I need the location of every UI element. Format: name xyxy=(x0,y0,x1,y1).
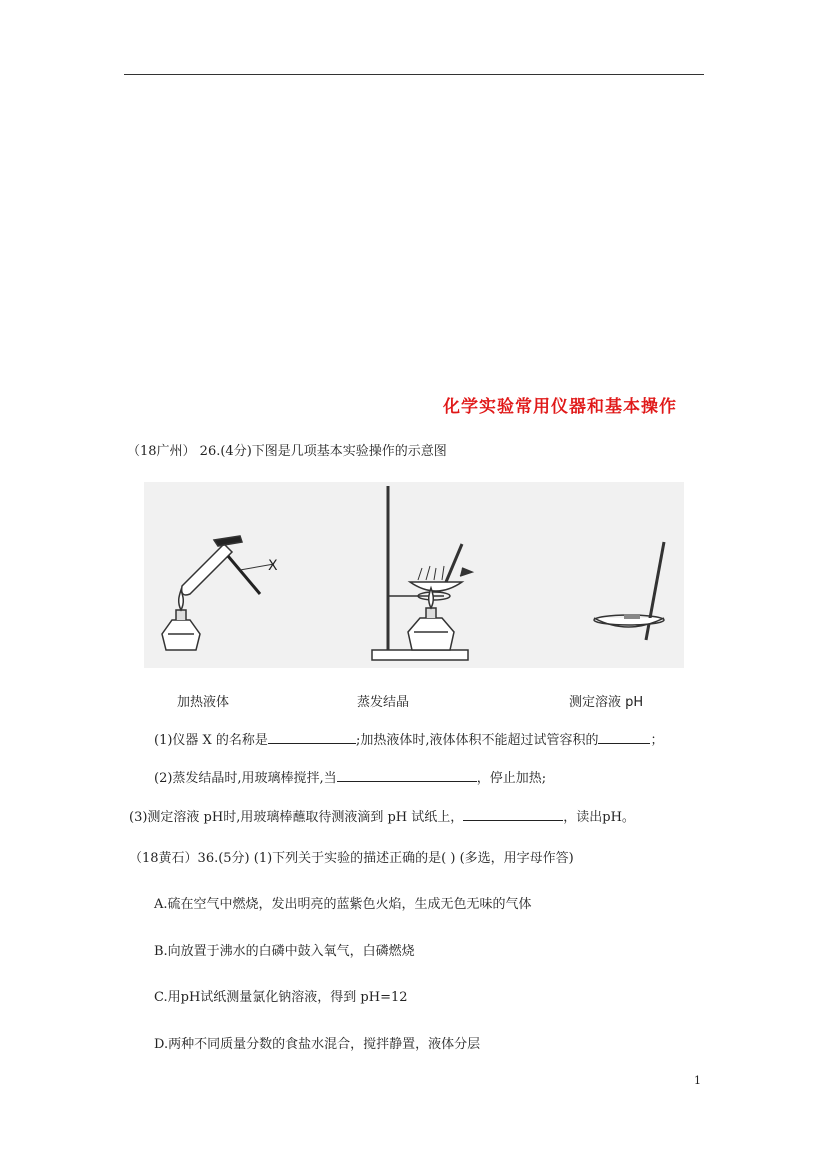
blank-ph-procedure[interactable] xyxy=(463,808,563,821)
evaporating-dish xyxy=(410,544,472,591)
caption-heating-liquid: 加热液体 xyxy=(177,695,230,710)
experiment-figure xyxy=(144,482,684,668)
blank-stop-heating-condition[interactable] xyxy=(337,769,477,782)
q26-line1-b: ;加热液体时,液体体积不能超过试管容积的 xyxy=(355,733,599,748)
question-36-intro: （18黄石）36.(5分) (1)下列关于实验的描述正确的是( ) (多选，用字母作答) xyxy=(129,851,574,866)
q26-line3-b: ，读出pH。 xyxy=(563,810,635,825)
q26-line1-a: (1)仪器 X 的名称是 xyxy=(154,733,268,748)
ph-test xyxy=(594,542,664,640)
option-b: B.向放置于沸水的白磷中鼓入氧气，白磷燃烧 xyxy=(154,944,415,959)
question-26-part-1 xyxy=(154,731,663,749)
experiment-illustration xyxy=(144,482,684,668)
page-number: 1 xyxy=(694,1074,701,1087)
alcohol-lamp-2 xyxy=(408,588,454,650)
q26-line2-a: (2)蒸发结晶时,用玻璃棒搅拌,当 xyxy=(154,771,337,786)
question-26-intro: （18广州） 26.(4分)下图是几项基本实验操作的示意图 xyxy=(127,444,447,459)
q26-line1-c: ； xyxy=(650,733,664,748)
blank-volume-fraction[interactable] xyxy=(598,731,650,744)
test-tube-and-holder xyxy=(182,536,278,595)
option-d: D.两种不同质量分数的食盐水混合，搅拌静置，液体分层 xyxy=(154,1037,481,1052)
caption-evaporation: 蒸发结晶 xyxy=(357,695,410,710)
blank-instrument-name[interactable] xyxy=(268,731,356,744)
q26-line2-b: ，停止加热; xyxy=(476,771,547,786)
caption-measure-ph: 测定溶液 pH xyxy=(569,695,644,710)
question-26-part-2 xyxy=(154,769,546,787)
page-title: 化学实验常用仪器和基本操作 xyxy=(443,397,677,417)
label-x: X xyxy=(268,558,278,574)
question-26-part-3 xyxy=(129,808,635,826)
alcohol-lamp-1 xyxy=(162,590,200,650)
header-rule xyxy=(124,74,704,75)
q26-line3-a: (3)测定溶液 pH时,用玻璃棒蘸取待测液滴到 pH 试纸上， xyxy=(129,810,464,825)
option-a: A.硫在空气中燃烧，发出明亮的蓝紫色火焰，生成无色无味的气体 xyxy=(154,897,532,912)
option-c: C.用pH试纸测量氯化钠溶液，得到 pH=12 xyxy=(154,990,408,1005)
